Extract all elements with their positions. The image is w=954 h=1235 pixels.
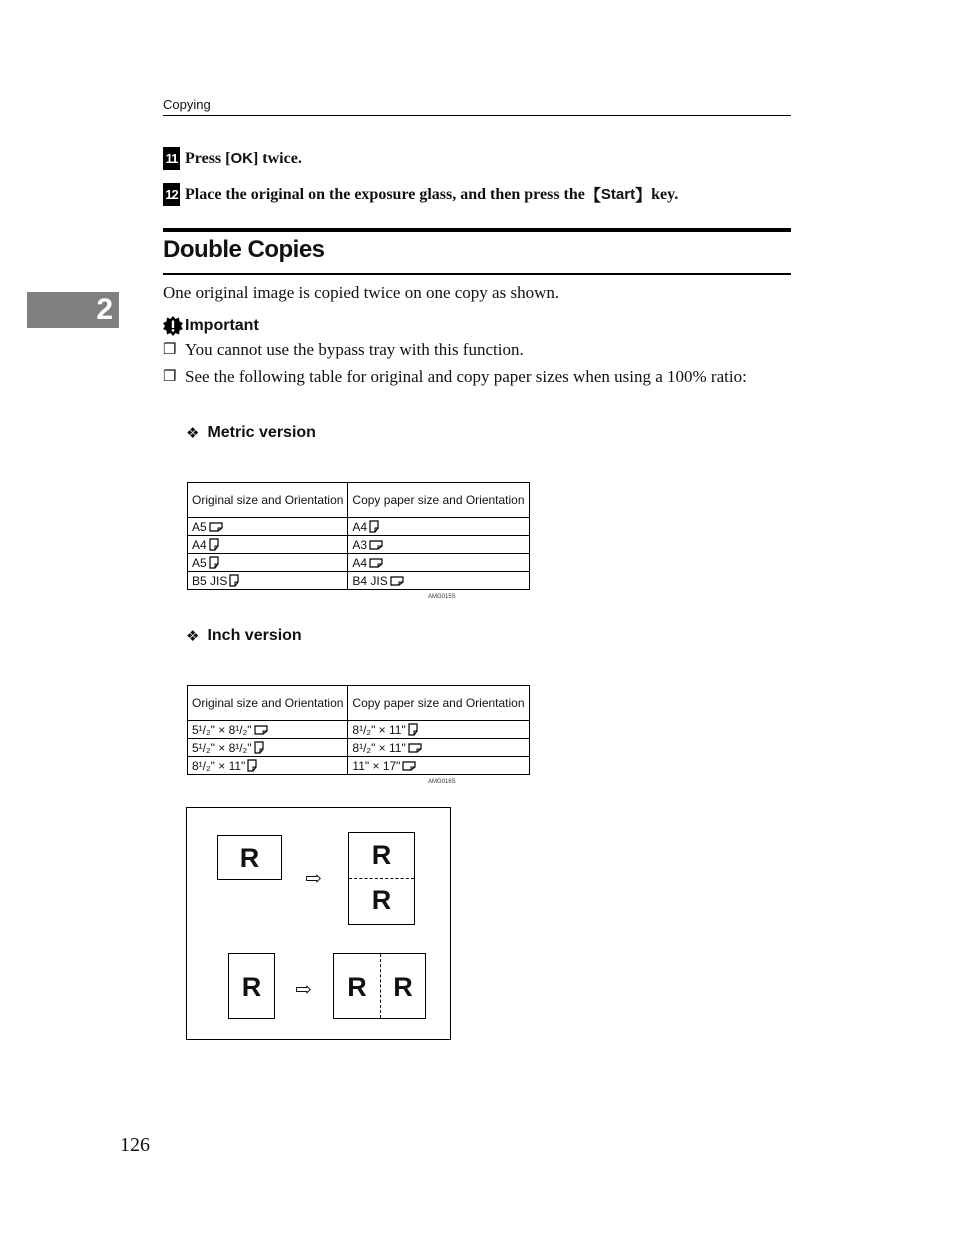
copy-size-cell [348, 739, 529, 757]
copy-size-cell [348, 721, 529, 739]
table-row [188, 739, 530, 757]
original-size-cell [188, 721, 348, 739]
table-row [188, 572, 530, 590]
original-portrait-page [228, 953, 275, 1019]
checkbox-icon: ❒ [163, 342, 177, 358]
table-header-original: Original size and Orientation [188, 686, 348, 721]
table-row [188, 518, 530, 536]
size-label: B5 JIS [192, 573, 228, 588]
size-label: A4 [192, 537, 207, 552]
page-number: 126 [120, 1134, 150, 1156]
copy-size-cell [348, 554, 529, 572]
portrait-orientation-icon [254, 741, 264, 754]
important-bullet-2 [163, 367, 791, 387]
landscape-orientation-icon [209, 522, 223, 532]
table-header-copy: Copy paper size and Orientation [348, 483, 529, 518]
important-bullet-1 [163, 340, 791, 360]
diamond-icon: ❖ [186, 425, 200, 442]
figure-code: AMG015S [428, 594, 456, 600]
bullet-text: You cannot use the bypass tray with this function. [185, 340, 524, 359]
size-label: 8¹/₂" × 11" [192, 758, 246, 773]
size-label: 5¹/₂" × 8¹/₂" [192, 722, 252, 737]
start-key-label: Start [600, 186, 636, 203]
diamond-icon: ❖ [186, 628, 200, 645]
original-size-cell [188, 554, 348, 572]
table-row [188, 536, 530, 554]
important-heading [163, 316, 259, 336]
fold-line [349, 878, 414, 879]
size-label: 8¹/₂" × 11" [352, 722, 406, 737]
size-label: A4 [352, 555, 368, 570]
step-12-post: key. [651, 185, 679, 203]
header-rule [163, 115, 791, 116]
table-header-row [188, 686, 530, 721]
table-row [188, 554, 530, 572]
step-number-12: 12 [163, 183, 180, 206]
bullet-text: See the following table for original and copy paper sizes when using a 100% ratio: [185, 367, 747, 386]
step-11-pre: Press [ [185, 149, 231, 167]
portrait-orientation-icon [229, 574, 239, 587]
letter-r: R [371, 840, 392, 870]
size-label: B4 JIS [352, 573, 388, 588]
double-copies-diagram [186, 807, 451, 1040]
section-intro: One original image is copied twice on one copy as shown. [163, 283, 560, 302]
table-header-original: Original size and Orientation [188, 483, 348, 518]
letter-r: R [241, 972, 262, 1002]
figure-code: AMG016S [428, 779, 456, 785]
letter-r: R [239, 843, 260, 873]
size-label: A4 [352, 519, 368, 534]
landscape-orientation-icon [369, 558, 383, 568]
copy-size-cell [348, 757, 529, 775]
arrow-right-icon: ⇨ [295, 979, 312, 1001]
portrait-orientation-icon [369, 520, 379, 533]
table-header-row [188, 483, 530, 518]
inch-heading [186, 627, 302, 645]
chapter-tab: 2 [27, 292, 119, 328]
original-size-cell [188, 536, 348, 554]
important-label: Important [185, 317, 259, 334]
inch-size-table [187, 685, 530, 775]
step-number-11: 11 [163, 147, 180, 170]
landscape-orientation-icon [402, 761, 416, 771]
size-label: A3 [352, 537, 368, 552]
copy-portrait-page [348, 832, 415, 925]
original-landscape-page [217, 835, 282, 880]
size-label: A5 [192, 519, 207, 534]
key-bracket-open: 【 [584, 188, 601, 205]
step-11 [163, 147, 302, 170]
landscape-orientation-icon [369, 540, 383, 550]
original-size-cell [188, 739, 348, 757]
portrait-orientation-icon [408, 723, 418, 736]
copy-size-cell [348, 536, 529, 554]
letter-r: R [347, 972, 367, 1002]
portrait-orientation-icon [209, 538, 219, 551]
size-label: 5¹/₂" × 8¹/₂" [192, 740, 252, 755]
metric-heading-label: Metric version [207, 424, 316, 441]
letter-r: R [371, 885, 392, 915]
size-label: 8¹/₂" × 11" [352, 740, 406, 755]
original-size-cell [188, 757, 348, 775]
landscape-orientation-icon [390, 576, 404, 586]
copy-size-cell [348, 518, 529, 536]
inch-heading-label: Inch version [207, 627, 302, 644]
section-bottom-rule [163, 273, 791, 275]
landscape-orientation-icon [254, 725, 268, 735]
section-title: Double Copies [163, 236, 325, 263]
step-12-pre: Place the original on the exposure glass, and then press the [185, 185, 585, 203]
key-bracket-close: 】 [635, 188, 652, 205]
letter-r: R [393, 972, 413, 1002]
metric-size-table [187, 482, 530, 590]
copy-size-cell [348, 572, 529, 590]
landscape-orientation-icon [408, 743, 422, 753]
copy-landscape-page [333, 953, 426, 1019]
original-size-cell [188, 518, 348, 536]
portrait-orientation-icon [209, 556, 219, 569]
table-row [188, 721, 530, 739]
ok-key-label: OK [230, 150, 253, 167]
running-header: Copying [163, 97, 211, 112]
step-11-post: ] twice. [252, 149, 302, 167]
important-icon [163, 316, 183, 336]
table-row [188, 757, 530, 775]
step-12 [163, 183, 678, 206]
original-size-cell [188, 572, 348, 590]
checkbox-icon: ❒ [163, 369, 177, 385]
metric-heading [186, 424, 316, 442]
portrait-orientation-icon [247, 759, 257, 772]
size-label: A5 [192, 555, 207, 570]
section-top-rule [163, 228, 791, 232]
size-label: 11" × 17" [352, 758, 401, 773]
table-header-copy: Copy paper size and Orientation [348, 686, 529, 721]
arrow-right-icon: ⇨ [305, 868, 322, 890]
